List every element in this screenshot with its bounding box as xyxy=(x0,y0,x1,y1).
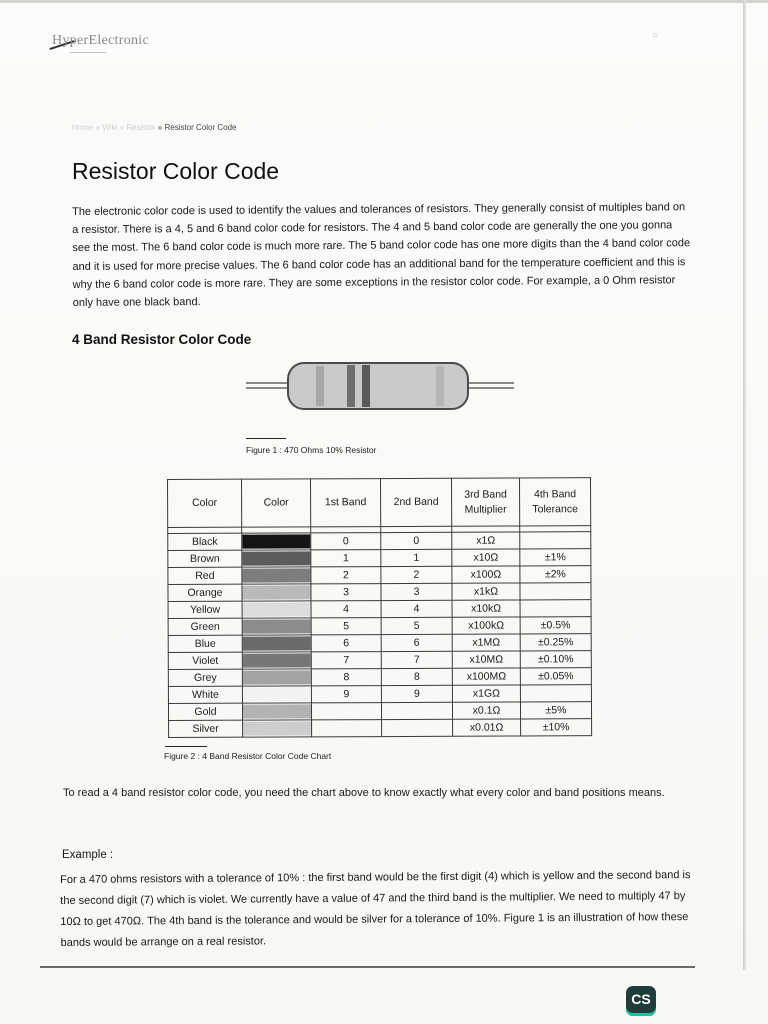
band1-value-cell: 5 xyxy=(311,618,381,635)
multiplier-cell: x10MΩ xyxy=(452,651,520,668)
color-swatch-cell xyxy=(242,584,311,601)
table-body xyxy=(168,526,592,738)
color-swatch-cell xyxy=(242,635,311,652)
band2-value-cell: 9 xyxy=(381,685,452,702)
color-swatch xyxy=(242,551,310,565)
color-swatch xyxy=(243,653,311,667)
table-row xyxy=(168,583,591,602)
color-name-cell: Gold xyxy=(168,703,242,720)
band2-value-cell: 8 xyxy=(381,668,452,685)
reading-paragraph: To read a 4 band resistor color code, you need the chart above to know exactly what every color and band positions means. xyxy=(63,787,665,799)
resistor-band-1 xyxy=(316,366,324,406)
table-row xyxy=(168,566,591,585)
multiplier-cell: x100MΩ xyxy=(452,668,520,685)
tolerance-cell: ±5% xyxy=(520,702,591,719)
band1-value-cell: 2 xyxy=(311,567,381,584)
tolerance-cell xyxy=(520,600,591,617)
band1-value-cell: 1 xyxy=(311,550,381,567)
color-swatch xyxy=(243,636,311,650)
color-swatch-cell xyxy=(242,618,311,635)
band1-value-cell xyxy=(312,720,382,737)
resistor-band-4 xyxy=(436,366,444,406)
figure2-rule xyxy=(165,746,207,747)
search-icon: ○ xyxy=(652,30,659,41)
section-heading: 4 Band Resistor Color Code xyxy=(72,332,252,347)
color-name-cell: Brown xyxy=(168,550,242,567)
color-name-cell: Orange xyxy=(168,584,242,601)
tolerance-cell: ±1% xyxy=(520,549,591,566)
breadcrumb xyxy=(72,123,237,132)
band2-value-cell xyxy=(382,719,453,736)
tolerance-cell: ±10% xyxy=(521,719,592,736)
multiplier-cell: x1kΩ xyxy=(452,583,520,600)
header-band4 xyxy=(519,478,590,526)
color-name-cell: Grey xyxy=(168,669,242,686)
tolerance-cell: ±0.05% xyxy=(520,668,591,685)
color-name-cell: Black xyxy=(168,533,242,550)
multiplier-cell: x100kΩ xyxy=(452,617,520,634)
band2-value-cell: 0 xyxy=(381,532,452,549)
breadcrumb-current: » Resistor Color Code xyxy=(155,123,237,132)
color-name-cell: White xyxy=(168,686,242,703)
table-row xyxy=(168,549,591,568)
table-row xyxy=(168,617,591,636)
table-row xyxy=(168,532,591,551)
table-row xyxy=(169,719,592,738)
band2-value-cell xyxy=(381,702,452,719)
example-label: Example : xyxy=(62,849,114,861)
band2-value-cell: 3 xyxy=(381,583,452,600)
color-swatch-cell xyxy=(242,669,311,686)
table-row xyxy=(168,668,591,687)
multiplier-cell: x0.01Ω xyxy=(453,719,521,736)
band1-value-cell: 6 xyxy=(311,635,381,652)
band2-value-cell: 7 xyxy=(381,651,452,668)
color-swatch-cell xyxy=(242,601,311,618)
logo-underline xyxy=(70,52,106,53)
footer-divider xyxy=(40,966,695,968)
color-swatch-cell xyxy=(243,720,312,737)
multiplier-cell: x1Ω xyxy=(452,532,520,549)
band1-value-cell: 4 xyxy=(311,601,381,618)
color-swatch xyxy=(242,585,310,599)
color-swatch-cell xyxy=(242,652,311,669)
table-row xyxy=(168,600,591,619)
band2-value-cell: 6 xyxy=(381,634,452,651)
site-logo[interactable]: HyperElectronic xyxy=(52,33,150,48)
band1-value-cell: 9 xyxy=(311,686,381,703)
color-swatch-cell xyxy=(242,703,311,720)
color-swatch xyxy=(243,670,311,684)
table-row xyxy=(168,685,591,704)
page-top-edge xyxy=(0,0,768,3)
band1-value-cell xyxy=(311,703,381,720)
resistor-band-3 xyxy=(362,365,370,407)
color-swatch xyxy=(243,602,311,616)
table-row xyxy=(168,702,591,721)
resistor-lead-right xyxy=(462,382,514,384)
color-name-cell: Red xyxy=(168,567,242,584)
breadcrumb-parent-links[interactable]: Home » Wiki » Resistor xyxy=(72,123,156,132)
page-title: Resistor Color Code xyxy=(72,158,280,184)
tolerance-cell: ±0.25% xyxy=(520,634,591,651)
color-name-cell: Yellow xyxy=(168,601,242,618)
figure1-rule xyxy=(246,438,286,439)
band1-value-cell: 3 xyxy=(311,584,381,601)
band1-value-cell: 8 xyxy=(311,669,381,686)
resistor-lead-right-2 xyxy=(462,387,514,389)
color-swatch xyxy=(243,704,311,718)
band2-value-cell: 1 xyxy=(381,549,452,566)
color-swatch xyxy=(242,568,310,582)
band2-value-cell: 5 xyxy=(381,617,452,634)
color-swatch xyxy=(243,687,311,701)
multiplier-cell: x100Ω xyxy=(452,566,520,583)
header-band4-line2: Tolerance xyxy=(532,502,578,515)
color-swatch-cell xyxy=(242,533,311,550)
tolerance-cell: ±0.10% xyxy=(520,651,591,668)
color-swatch-cell xyxy=(242,550,311,567)
intro-paragraph: The electronic color code is used to identify the values and tolerances of resistors. They generally consist of multiples band on a resistor. There is a 4, 5 and 6 band color code for resistors. The 4 and 5 band color code are generally the one you gonna see the most. The 6 band color code is much more rare. The 5 band color code has one more digits than the 4 band color code and it is used for more precise values. The 6 band color code has an additional band for the temperature coefficient and this is why the 6 band color code is more rare. They are some exceptions in the resistor color code. For example, a 0 Ohm resistor only have one black band. xyxy=(72,201,691,310)
multiplier-cell: x0.1Ω xyxy=(452,702,520,719)
figure2-caption: Figure 2 : 4 Band Resistor Color Code Chart xyxy=(164,751,332,761)
multiplier-cell: x10kΩ xyxy=(452,600,520,617)
color-name-cell: Green xyxy=(168,618,242,635)
header-band4-line1: 4th Band xyxy=(534,487,577,500)
color-name-cell: Blue xyxy=(168,635,242,652)
camscanner-badge: CS xyxy=(626,986,656,1016)
band2-value-cell: 2 xyxy=(381,566,452,583)
header-band3-line1: 3rd Band xyxy=(464,488,507,501)
page-right-edge xyxy=(743,0,746,970)
header-color-swatch: Color xyxy=(242,479,311,527)
figure1-caption: Figure 1 : 470 Ohms 10% Resistor xyxy=(246,445,377,455)
header-color-name: Color xyxy=(168,479,242,527)
color-swatch-cell xyxy=(242,567,311,584)
band1-value-cell: 7 xyxy=(311,652,381,669)
tolerance-cell xyxy=(520,685,591,702)
header-band2: 2nd Band xyxy=(381,478,452,526)
color-swatch xyxy=(243,619,311,633)
tolerance-cell: ±2% xyxy=(520,566,591,583)
color-swatch xyxy=(242,534,310,548)
multiplier-cell: x1MΩ xyxy=(452,634,520,651)
color-swatch-cell xyxy=(242,686,311,703)
table-row xyxy=(168,634,591,653)
table-row xyxy=(168,651,591,670)
color-swatch xyxy=(243,721,311,735)
color-name-cell: Silver xyxy=(169,720,243,737)
band2-value-cell: 4 xyxy=(381,600,452,617)
example-paragraph: For a 470 ohms resistors with a tolerance of 10% : the first band would be the first digit (4) which is yellow and the second band is the second digit (7) which is violet. We currently have a value of 47 and the third band is the multiplier. We need to multiply 47 by 10Ω to get 470Ω. The 4th band is the tolerance and would be silver for a tolerance of 10%. Figure 1 is an illustration of how these bands would be arrange on a real resistor. xyxy=(60,869,691,949)
multiplier-cell: x1GΩ xyxy=(452,685,520,702)
header-band1: 1st Band xyxy=(311,479,381,527)
resistor-band-2 xyxy=(347,365,355,407)
color-name-cell: Violet xyxy=(168,652,242,669)
tolerance-cell xyxy=(520,532,591,549)
tolerance-cell xyxy=(520,583,591,600)
tolerance-cell: ±0.5% xyxy=(520,617,591,634)
multiplier-cell: x10Ω xyxy=(452,549,520,566)
color-code-table xyxy=(167,477,592,738)
resistor-illustration xyxy=(244,358,516,416)
table-header-row xyxy=(168,478,591,528)
header-band3 xyxy=(451,478,519,526)
band1-value-cell: 0 xyxy=(311,533,381,550)
header-band3-line2: Multiplier xyxy=(464,503,507,516)
